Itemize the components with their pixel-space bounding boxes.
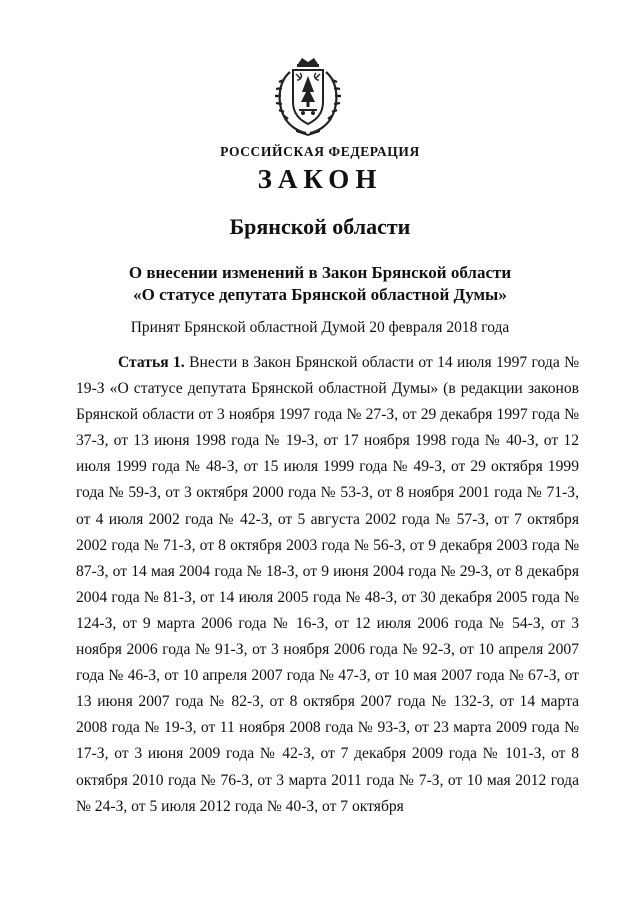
article-number: Статья 1.	[118, 354, 185, 371]
region-title: Брянской области	[229, 214, 411, 239]
article-body: Внести в Закон Брянской области от 14 июля 1997 года № 19-З «О статусе депутата Брянской областной Думы» (в редакции законов Брянской области от 3 ноября 1997 года № 27-З, от 29 декабря 1997 года № 37-З, от 13 июня 1998 года № 19-З, от 17 ноября 1998 года № 40-З, от 12 июля 1999 года № 48-З, от 15 июля 1999 года № 49-З, от 29 октября 1999 года № 59-З, от 3 октября 2000 года № 53-З, от 8 ноября 2001 года № 71-З, от 4 июля 2002 года № 42-З, от 5 августа 2002 года № 57-З, от 7 октября 2002 года № 71-З, от 8 октября 2003 года № 56-З, от 9 декабря 2003 года № 87-З, от 14 мая 2004 года № 18-З, от 9 июня 2004 года № 29-З, от 8 декабря 2004 года № 81-З, от 14 июля 2005 года № 48-З, от 30 декабря 2005 года № 124-З, от 9 марта 2006 года № 16-З, от 12 июля 2006 года № 54-З, от 3 ноября 2006 года № 91-З, от 3 ноября 2006 года № 92-З, от 10 апреля 2007 года № 46-З, от 10 апреля 2007 года № 47-З, от 10 мая 2007 года № 67-З, от 13 июня 2007 года № 82-З, от 8 октября 2007 года № 132-З, от 14 марта 2008 года № 19-З, от 11 ноября 2008 года № 93-З, от 23 марта 2009 года № 17-З, от 3 июня 2009 года № 42-З, от 7 декабря 2009 года № 101-З, от 8 октября 2010 года № 76-З, от 3 марта 2011 года № 7-З, от 10 мая 2012 года № 24-З, от 5 июля 2012 года № 40-З, от 7 октября	[76, 354, 579, 815]
subject-line-2: «О статусе депутата Брянской областной Думы»	[133, 285, 507, 304]
subject-line-1: О внесении изменений в Закон Брянской области	[128, 263, 512, 282]
document-type-title: ЗАКОН	[257, 164, 383, 194]
bryansk-coat-of-arms-icon	[274, 58, 342, 136]
adoption-note: Принят Брянской областной Думой 20 февраля 2018 года	[130, 319, 510, 336]
country-heading: РОССИЙСКАЯ ФЕДЕРАЦИЯ	[220, 144, 420, 159]
article-1-paragraph	[76, 350, 579, 820]
